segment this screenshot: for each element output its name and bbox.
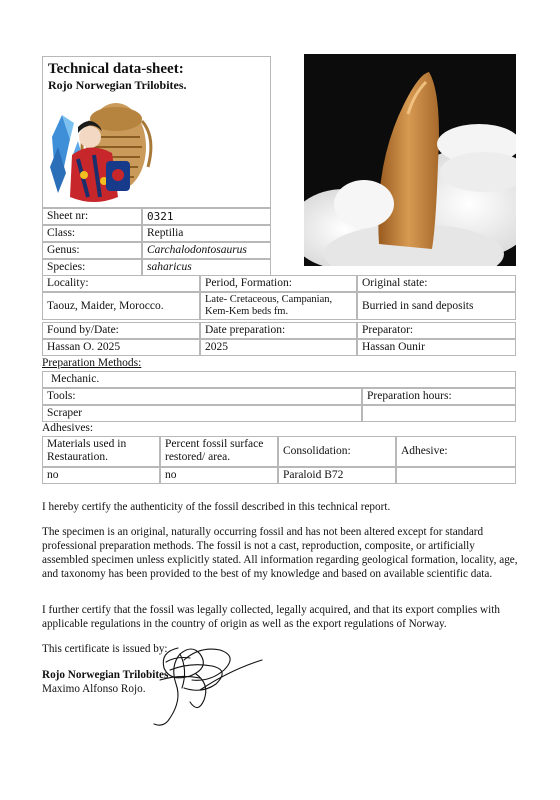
- consolidation-value: Paraloid B72: [278, 467, 396, 484]
- preparator-header: Preparator:: [357, 322, 516, 339]
- sheet-nr-label: Sheet nr:: [42, 208, 142, 225]
- certificate-paragraph-2: The specimen is an original, naturally occurring fossil and has not been altered except for standard professional preparation methods. The fossil is not a cast, reproduction, composite, or artificially assembled specimen unless explicitly stated. All information regarding geological formation, locality, age, and taxonomy has been provided to the best of my knowledge and based on available scientific data.: [42, 526, 518, 580]
- preparation-hours-value: [362, 405, 516, 422]
- consolidation-header: Consolidation:: [278, 436, 396, 467]
- issuer-person: Maximo Alfonso Rojo.: [42, 683, 146, 695]
- issuer-name: Rojo Norwegian Trilobites: [42, 669, 169, 681]
- class-value: Reptilia: [142, 225, 271, 242]
- date-preparation-value: 2025: [200, 339, 357, 356]
- date-preparation-header: Date preparation:: [200, 322, 357, 339]
- handwritten-signature: [140, 640, 270, 735]
- locality-header: Locality:: [42, 275, 200, 292]
- sheet-subtitle: Rojo Norwegian Trilobites.: [48, 78, 187, 92]
- preparation-method: Mechanic.: [42, 371, 516, 388]
- period-header: Period, Formation:: [200, 275, 357, 292]
- certificate-paragraph-3: I further certify that the fossil was legally collected, legally acquired, and that its export complies with applicable regulations in the country of origin as well as the export regulations of Norway.: [42, 604, 500, 630]
- found-by-header: Found by/Date:: [42, 322, 200, 339]
- species-label: Species:: [42, 259, 142, 276]
- adhesive-header: Adhesive:: [396, 436, 516, 467]
- trilobite-logo: [48, 97, 158, 209]
- certificate-paragraph-1: I hereby certify the authenticity of the fossil described in this technical report.: [42, 501, 391, 513]
- adhesives-heading: Adhesives:: [42, 422, 94, 434]
- materials-header: Materials used in Restauration.: [42, 436, 160, 467]
- preparation-hours-label: Preparation hours:: [362, 388, 516, 405]
- sheet-nr-value: 0321: [142, 208, 271, 225]
- preparation-heading: Preparation Methods:: [42, 357, 142, 369]
- tools-label: Tools:: [42, 388, 362, 405]
- percent-restored-header: Percent fossil surface restored/ area.: [160, 436, 278, 467]
- materials-value: no: [42, 467, 160, 484]
- preparator-value: Hassan Ounir: [357, 339, 516, 356]
- found-by-value: Hassan O. 2025: [42, 339, 200, 356]
- adhesive-value: [396, 467, 516, 484]
- genus-label: Genus:: [42, 242, 142, 259]
- locality-value: Taouz, Maider, Morocco.: [42, 292, 200, 320]
- class-label: Class:: [42, 225, 142, 242]
- percent-restored-value: no: [160, 467, 278, 484]
- original-state-header: Original state:: [357, 275, 516, 292]
- tool-value: Scraper: [42, 405, 362, 422]
- original-state-value: Burried in sand deposits: [357, 292, 516, 320]
- sheet-title: Technical data-sheet:: [48, 61, 184, 77]
- species-value: saharicus: [142, 259, 271, 276]
- header-box: [42, 56, 271, 208]
- fossil-photo: [304, 54, 516, 266]
- certificate-paragraph-4: This certificate is issued by:: [42, 643, 168, 655]
- genus-value: Carchalodontosaurus: [142, 242, 271, 259]
- period-value: Late- Cretaceous, Campanian, Kem-Kem beds fm.: [200, 292, 357, 320]
